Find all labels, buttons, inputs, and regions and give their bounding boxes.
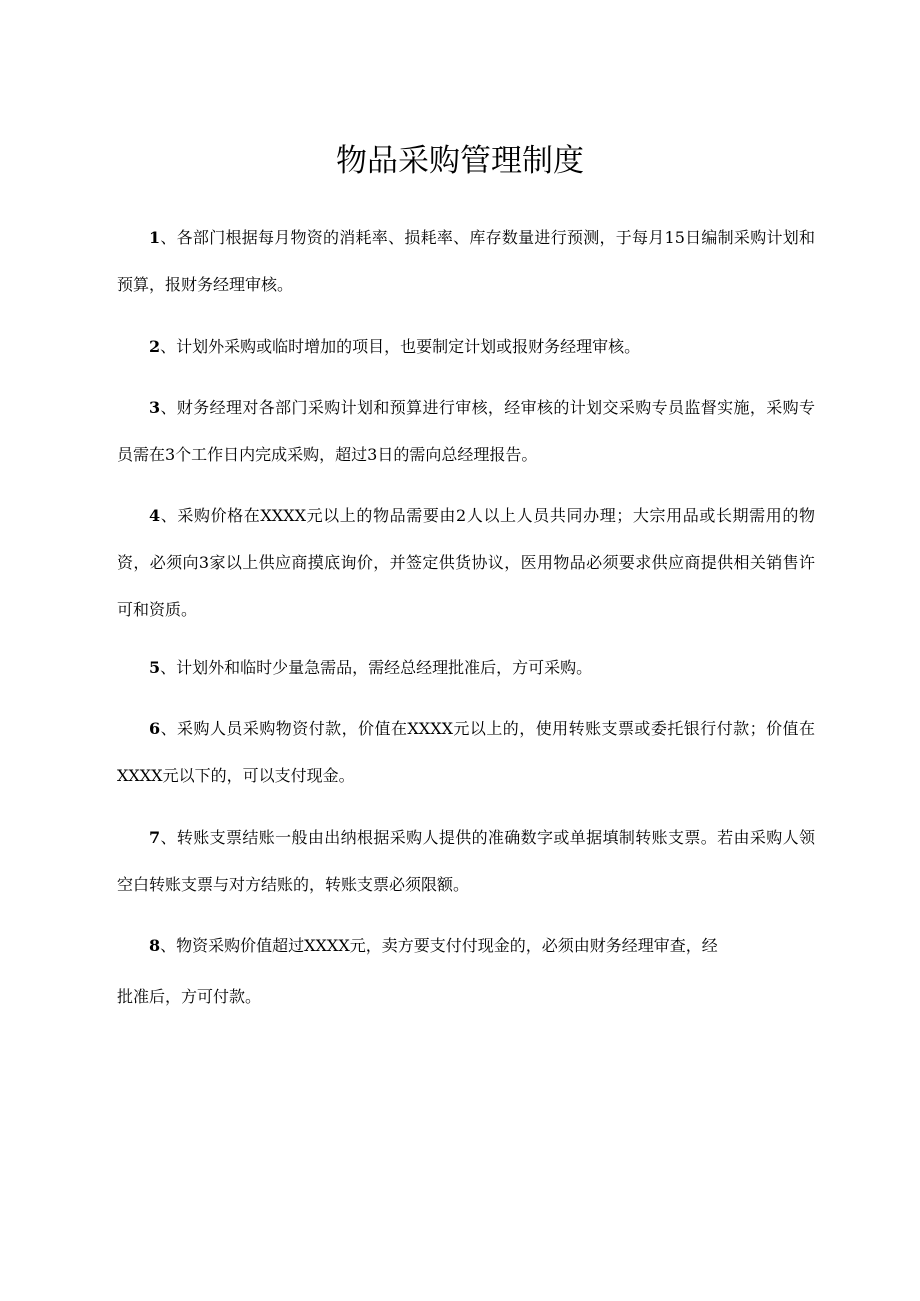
clause-8-continuation: 批准后，方可付款。: [117, 987, 262, 1006]
clause-number: 6: [149, 719, 161, 738]
clause-6: [117, 705, 815, 799]
clause-2: [117, 323, 815, 370]
clause-5: [117, 644, 815, 691]
clause-number: 1: [149, 228, 161, 247]
clause-7: [117, 814, 815, 908]
clause-number: 5: [149, 658, 161, 677]
clause-4: [117, 492, 815, 633]
clause-text: 、转账支票结账一般由出纳根据采购人提供的准确数字或单据填制转账支票。若由采购人领空白转账支票与对方结账的，转账支票必须限额。: [117, 828, 815, 894]
clause-text: 、各部门根据每月物资的消耗率、损耗率、库存数量进行预测，于每月15日编制采购计划和预算，报财务经理审核。: [117, 228, 815, 294]
document-title: 物品采购管理制度: [336, 143, 584, 179]
clause-3: [117, 384, 815, 478]
clause-text: 、计划外和临时少量急需品，需经总经理批准后，方可采购。: [160, 658, 593, 677]
clause-text: 、采购人员采购物资付款，价值在XXXX元以上的，使用转账支票或委托银行付款；价值在XXXX元以下的，可以支付现金。: [117, 719, 815, 785]
clause-text: 、采购价格在XXXX元以上的物品需要由2人以上人员共同办理；大宗用品或长期需用的物资，必须向3家以上供应商摸底询价，并签定供货协议，医用物品必须要求供应商提供相关销售许可和资质。: [117, 506, 815, 619]
clause-text: 、计划外采购或临时增加的项目，也要制定计划或报财务经理审核。: [160, 337, 641, 356]
clause-number: 7: [149, 828, 161, 847]
clause-number: 8: [149, 936, 161, 955]
clause-number: 2: [149, 337, 161, 356]
clause-8: [117, 922, 815, 969]
clause-text: 、物资采购价值超过XXXX元，卖方要支付付现金的，必须由财务经理审查，经: [160, 936, 718, 955]
clause-text: 、财务经理对各部门采购计划和预算进行审核，经审核的计划交采购专员监督实施，采购专员需在3个工作日内完成采购，超过3日的需向总经理报告。: [117, 398, 815, 464]
clause-number: 4: [149, 506, 161, 525]
clause-number: 3: [149, 398, 161, 417]
clause-1: [117, 214, 815, 308]
